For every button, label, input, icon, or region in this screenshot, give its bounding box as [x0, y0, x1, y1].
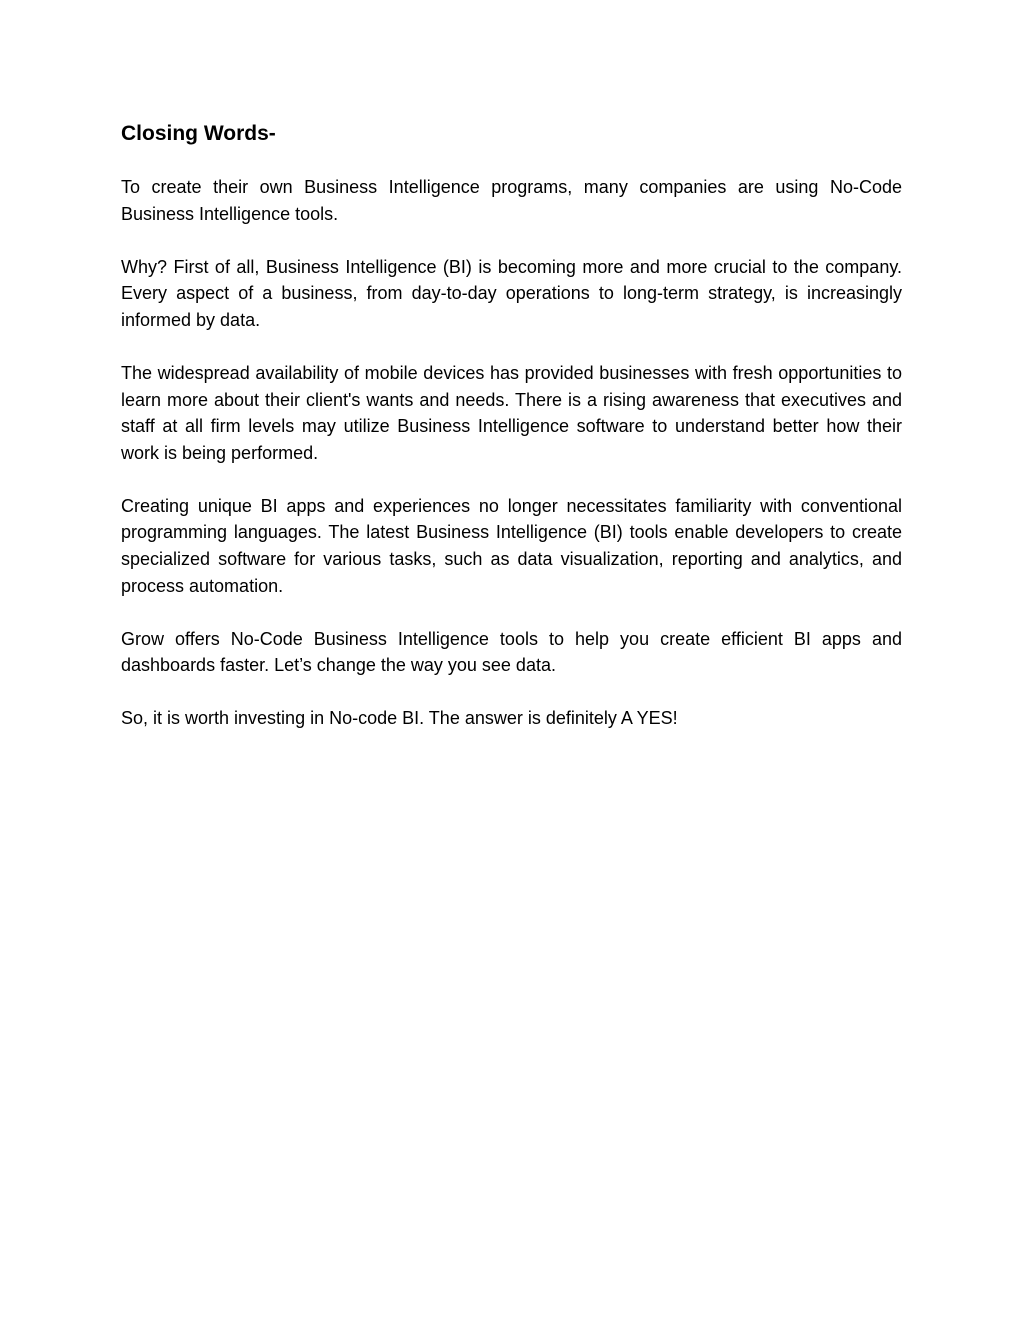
section-heading: Closing Words-	[121, 122, 276, 145]
paragraph-conclusion: So, it is worth investing in No-code BI. The answer is definitely A YES!	[121, 708, 678, 729]
paragraph-mobile-devices: The widespread availability of mobile devices has provided businesses with fresh opportunities to learn more about their client's wants and needs. There is a rising awareness that executives and staff at all firm levels may utilize Business Intelligence software to understand better how their work is being performed.	[121, 362, 902, 463]
document-page	[121, 118, 902, 759]
paragraph-why: Why? First of all, Business Intelligence (BI) is becoming more and more crucial to the company. Every aspect of a business, from day-to-day operations to long-term strategy, is increasingly informed by data.	[121, 256, 902, 330]
paragraph-intro: To create their own Business Intelligence programs, many companies are using No-Code Business Intelligence tools.	[121, 177, 902, 224]
paragraph-custom-bi-apps: Creating unique BI apps and experiences no longer necessitates familiarity with conventional programming languages. The latest Business Intelligence (BI) tools enable developers to create specialized software for various tasks, such as data visualization, reporting and analytics, and process automation.	[121, 495, 902, 596]
paragraph-grow-offer: Grow offers No-Code Business Intelligence tools to help you create efficient BI apps and dashboards faster. Let’s change the way you see data.	[121, 628, 902, 676]
